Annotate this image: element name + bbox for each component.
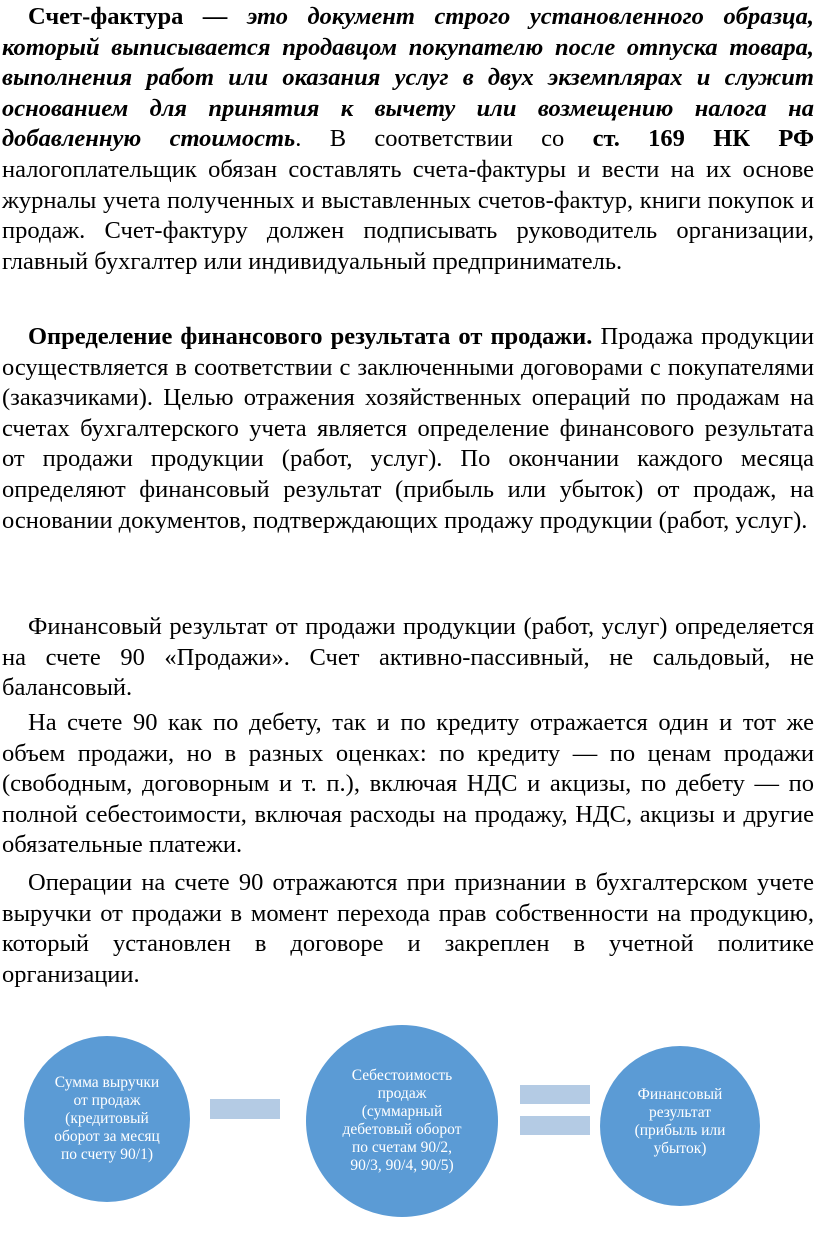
text-segment: Продажа продукции осуществляется в соответствии с заключенными договорами с покупателями (заказчиками). Целью отражения хозяйственных операций по продажам на счетах бухгалтерского учета является определение финансового результата от продажи продукции (работ, услуг). По окончании каждого месяца определяют финансовый результат (прибыль или убыток) от продаж, на основании документов, подтверждающих продажу продукции (работ, услуг). (2, 323, 814, 534)
term-dash: — (183, 3, 248, 30)
revenue-circle (24, 1036, 190, 1202)
law-reference: ст. 169 НК РФ (592, 125, 814, 153)
term-invoice: Счет-фактура (28, 3, 184, 30)
paragraph-invoice (0, 2, 816, 277)
minus-sign (210, 1099, 280, 1119)
text-segment: . В соответствии со (295, 125, 593, 153)
text-segment: налогоплательщик обязан составлять счета-фактуры и вести на их основе журналы учета полученных и выставленных счетов-фактур, книги покупок и продаж. Счет-фактуру должен подписывать руководитель организации, главный бухгалтер или индивидуальный предприниматель. (2, 155, 814, 275)
paragraph-operations: Операции на счете 90 отражаются при признании в бухгалтерском учете выручки от продажи в момент перехода прав собственности на продукцию, который установлен в договоре и закреплен в учетной политике организации. (2, 869, 814, 988)
cost-label: Себестоимость продаж (суммарный дебетовый оборот по счетам 90/2, 90/3, 90/4, 90/5) (342, 1067, 462, 1174)
paragraph-financial-result (0, 322, 816, 536)
result-circle (600, 1046, 760, 1206)
cost-circle (306, 1025, 498, 1217)
paragraph-account-90: Финансовый результат от продажи продукции (работ, услуг) определяется на счете 90 «Продажи». Счет активно-пассивный, не сальдовый, не балансовый. (2, 613, 814, 702)
revenue-label: Сумма выручки от продаж (кредитовый оборот за месяц по счету 90/1) (54, 1074, 160, 1163)
invoice-definition: это документ строго установленного образца, который выписывается продавцом покупателю после отпуска товара, выполнения работ или оказания услуг в двух экземплярах и служит основанием для принятия к вычету или возмещению налога на добавленную стоимость (2, 3, 815, 153)
formula-diagram (0, 1022, 816, 1222)
result-label: Финансовый результат (прибыль или убыток) (634, 1086, 726, 1157)
section-heading: Определение финансового результата от продажи. (28, 323, 593, 350)
paragraph-debit-credit: На счете 90 как по дебету, так и по кредиту отражается один и тот же объем продажи, но в разных оценках: по кредиту — по ценам продажи (свободным, договорным и т. п.), включая НДС и акцизы, по дебету — по полной себестоимости, включая расходы на продажу, НДС, акцизы и другие обязательные платежи. (2, 709, 814, 859)
equals-sign-bottom-bar (520, 1116, 590, 1135)
equals-sign-top-bar (520, 1085, 590, 1104)
